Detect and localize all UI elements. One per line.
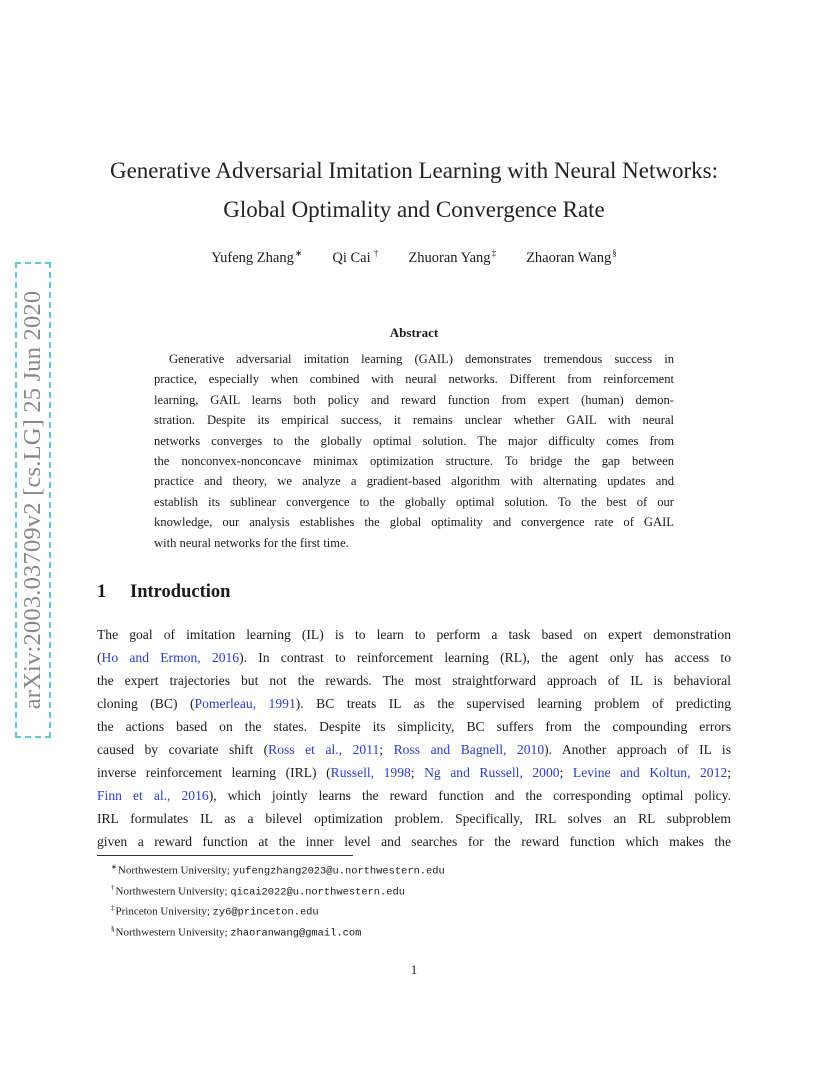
footnote: §Northwestern University; zhaoranwang@gmail.com bbox=[111, 924, 362, 940]
abstract-line: networks converges to the globally optimal solution. The major difficulty comes from bbox=[154, 433, 674, 448]
abstract-line: learning, GAIL learns both policy and reward function from expert (human) demon- bbox=[154, 392, 674, 407]
author: Zhuoran Yang‡ bbox=[408, 248, 497, 266]
abstract-line: Generative adversarial imitation learning (GAIL) demonstrates tremendous success in bbox=[169, 352, 674, 366]
abstract-line: practice and theory, we analyze a gradient-based algorithm with alternating updates and bbox=[154, 474, 674, 489]
author: Zhaoran Wang§ bbox=[526, 248, 617, 266]
abstract-line: knowledge, our analysis establishes the global optimality and convergence rate of GAIL bbox=[154, 515, 674, 530]
page-number: 1 bbox=[410, 962, 418, 977]
intro-line: inverse reinforcement learning (IRL) (Russell, 1998; Ng and Russell, 2000; Levine and Koltun, 2012; bbox=[97, 765, 731, 780]
email-address[interactable]: qicai2022@u.northwestern.edu bbox=[230, 886, 405, 899]
abstract-line: establish its sublinear convergence to the globally optimal solution. To the best of our bbox=[154, 494, 674, 509]
intro-line: the expert trajectories but not the rewards. The most straightforward approach of IL is behavioral bbox=[97, 673, 731, 688]
footnote: ∗Northwestern University; yufengzhang2023@u.northwestern.edu bbox=[111, 863, 445, 878]
intro-line: Finn et al., 2016), which jointly learns the reward function and the corresponding optimal policy. bbox=[97, 788, 731, 803]
author: Yufeng Zhang∗ bbox=[211, 248, 303, 266]
footnote-mark[interactable]: ∗ bbox=[294, 248, 303, 258]
footnote-mark[interactable]: ‡ bbox=[491, 248, 497, 258]
paper-title-line-2: Global Optimality and Convergence Rate bbox=[223, 197, 605, 222]
section-heading bbox=[97, 582, 230, 603]
citation-link[interactable]: Russell, 1998 bbox=[330, 765, 411, 780]
footnotes bbox=[111, 859, 445, 942]
section-number: 1 bbox=[97, 582, 107, 602]
citation-link[interactable]: Ross and Bagnell, 2010 bbox=[393, 742, 545, 757]
citation-link[interactable]: Ho and Ermon, 2016 bbox=[101, 650, 240, 665]
email-address[interactable]: yufengzhang2023@u.northwestern.edu bbox=[232, 865, 445, 878]
intro-line: given a reward function at the inner level and searches for the reward function which makes the bbox=[97, 834, 731, 849]
citation-link[interactable]: Pomerleau, 1991 bbox=[194, 696, 296, 711]
citation-link[interactable]: Levine and Koltun, 2012 bbox=[572, 765, 728, 780]
citation-link[interactable]: Ng and Russell, 2000 bbox=[424, 765, 560, 780]
paper-title-line-1: Generative Adversarial Imitation Learning with Neural Networks: bbox=[109, 158, 719, 183]
arxiv-identifier[interactable]: arXiv:2003.03709v2 [cs.LG] 25 Jun 2020 bbox=[19, 290, 46, 710]
section-title: Introduction bbox=[130, 582, 231, 602]
intro-line: cloning (BC) (Pomerleau, 1991). BC treats IL as the supervised learning problem of predicting bbox=[97, 696, 731, 711]
intro-line: the actions based on the states. Despite its simplicity, BC suffers from the compounding errors bbox=[97, 719, 731, 734]
footnote: ‡Princeton University; zy6@princeton.edu bbox=[111, 904, 319, 919]
author-list bbox=[0, 248, 828, 267]
author: Qi Cai † bbox=[332, 248, 379, 266]
email-address[interactable]: zhaoranwang@gmail.com bbox=[230, 927, 362, 940]
abstract-line: practice, especially when combined with neural networks. Different from reinforcement bbox=[154, 372, 674, 387]
intro-line: The goal of imitation learning (IL) is to learn to perform a task based on expert demonstration bbox=[97, 627, 731, 642]
intro-line: caused by covariate shift (Ross et al., 2011; Ross and Bagnell, 2010). Another approach of IL is bbox=[97, 742, 731, 757]
abstract-body bbox=[154, 349, 674, 553]
abstract-heading: Abstract bbox=[389, 325, 439, 340]
intro-line: (Ho and Ermon, 2016). In contrast to reinforcement learning (RL), the agent only has access to bbox=[97, 650, 731, 665]
footnote: †Northwestern University; qicai2022@u.northwestern.edu bbox=[111, 883, 405, 899]
footnote-rule bbox=[97, 855, 353, 856]
introduction-body bbox=[97, 623, 731, 853]
abstract-line: with neural networks for the first time. bbox=[154, 535, 349, 550]
footnote-mark[interactable]: § bbox=[612, 248, 617, 258]
abstract-line: the nonconvex-nonconcave minimax optimization structure. To bridge the gap between bbox=[154, 454, 674, 469]
abstract-line: stration. Despite its empirical success, it remains unclear whether GAIL with neural bbox=[154, 413, 674, 428]
citation-link[interactable]: Ross et al., 2011 bbox=[268, 742, 380, 757]
intro-line: IRL formulates IL as a bilevel optimization problem. Specifically, IRL solves an RL subproblem bbox=[97, 811, 731, 826]
email-address[interactable]: zy6@princeton.edu bbox=[212, 906, 319, 919]
footnote-mark[interactable]: † bbox=[371, 248, 379, 258]
citation-link[interactable]: Finn et al., 2016 bbox=[97, 788, 209, 803]
